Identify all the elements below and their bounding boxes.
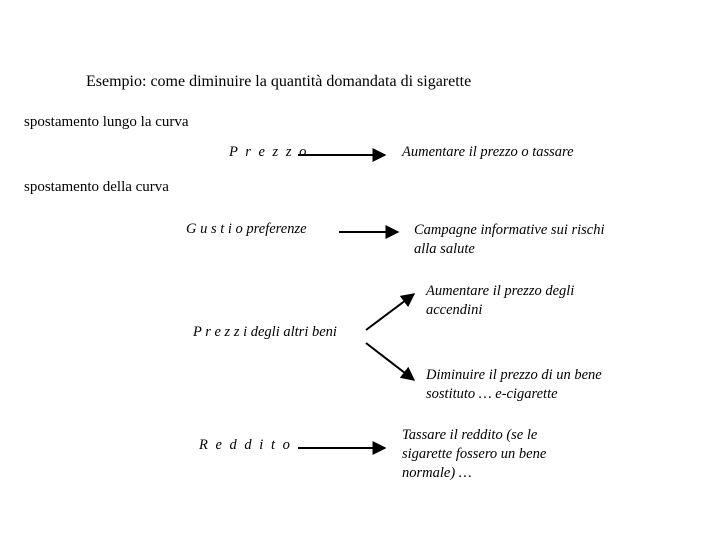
factor-reddito: R e d d i t o (199, 437, 292, 453)
effect-prezzo: Aumentare il prezzo o tassare (402, 144, 574, 160)
effect-sostituto-line-1: Diminuire il prezzo di un bene (426, 367, 602, 383)
page-title: Esempio: come diminuire la quantità domandata di sigarette (86, 73, 472, 90)
effect-reddito-line-3: normale) … (402, 465, 472, 481)
effect-accendini-line-2: accendini (426, 302, 483, 318)
section-label-along-curve: spostamento lungo la curva (24, 114, 189, 130)
factor-prezzi-spaced: P r e z z i (193, 324, 248, 340)
factor-prezzi-rest: degli altri beni (250, 324, 337, 340)
factor-gusti-rest: o preferenze (235, 221, 307, 237)
effect-reddito-line-1: Tassare il reddito (se le (402, 427, 538, 443)
factor-gusti-spaced: G u s t i (186, 221, 232, 237)
effect-reddito-line-2: sigarette fossero un bene (402, 446, 547, 462)
effect-sostituto-line-2: sostituto … e-cigarette (426, 386, 558, 402)
effect-gusti-line-2: alla salute (414, 241, 475, 257)
arrow-sostituto (366, 343, 414, 380)
effect-accendini-line-1: Aumentare il prezzo degli (426, 283, 575, 299)
factor-prezzo: P r e z z o (229, 144, 309, 160)
arrow-accendini (366, 294, 414, 330)
section-label-shift-curve: spostamento della curva (24, 179, 169, 195)
effect-gusti-line-1: Campagne informative sui rischi (414, 222, 605, 238)
